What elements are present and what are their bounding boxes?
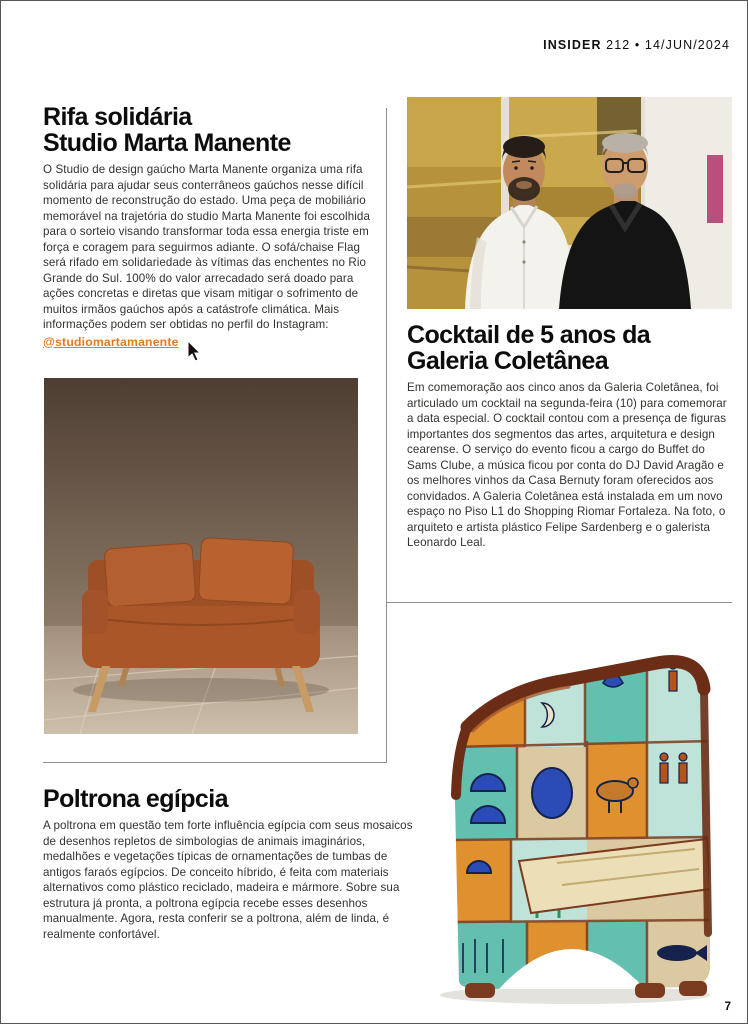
article-rifa-body: O Studio de design gaúcho Marta Manente organiza uma rifa solidária para ajudar seus conterrâneos gaúchos nesse difícil momento de reconstrução do estado. Uma peça de mobiliário memorável na trajetória do studio Marta Manente foi escolhida para o sorteio visando transformar toda essa energia triste em força e coragem para seguirmos adiante. O sofá/chaise Flag será rifado em solidariedade às vítimas das enchentes no Rio Grande do Sul. 100% do valor arrecadado será doado para ações concretas e diretas que visam mitigar o sofrimento de muitos irmãos gaúchos após a catástrofe climática. Mais informações podem ser obtidas no perfil do Instagram: [43, 163, 371, 331]
page-header [543, 38, 730, 52]
article-poltrona-title: Poltrona egípcia [43, 785, 228, 813]
article-rifa-title [43, 104, 383, 156]
sofa-flag-photo [44, 378, 358, 734]
article-cocktail-body: Em comemoração aos cinco anos da Galeria Coletânea, foi articulado um cocktail na segunda-feira (10) para comemorar a data especial. O cocktail contou com a presença de figuras importantes dos segmentos das artes, arquitetura e design cearense. O serviço do evento ficou a cargo do Buffet do Sams Clube, a música ficou por conta do DJ David Aragão e os melhores vinhos da Casa Bernuty foram oferecidos aos convidados. A Galeria Coletânea está instalada em um novo espaço no Piso L1 do Shopping Riomar Fortaleza. Na foto, o arquiteto e artista plástico Felipe Sardenberg e o galerista Leonardo Leal. [407, 381, 727, 549]
article-cocktail [407, 322, 737, 551]
article-rifa-solidaria [43, 104, 383, 367]
egyptian-armchair-photo [407, 623, 732, 1013]
article-rifa-title-line2: Studio Marta Manente [43, 129, 291, 157]
page-number: 7 [724, 1001, 731, 1013]
article-cocktail-title [407, 322, 737, 374]
article-poltrona [43, 786, 421, 942]
pink-artwork-right [707, 155, 723, 223]
instagram-link[interactable]: @studiomartamanente [43, 334, 179, 349]
egyptian-chair-illustration [447, 647, 717, 993]
magazine-name: INSIDER [543, 38, 602, 52]
article-poltrona-body: A poltrona em questão tem forte influência egípcia com seus mosaicos de desenhos repletos de simbologias de animais imaginários, medalhões e vegetações típicas de ornamentações de tumbas de antigos faraós egípcios. De conceito híbrido, é feita com materiais alternativos como plástico reciclado, madeira e mármore. Sobre sua estrutura já pronta, a poltrona egípcia recebe esses desenhos manualmente. Agora, resta conferir se a poltrona, além de linda, é realmente confortável. [43, 819, 413, 941]
column-divider-rule [386, 108, 387, 763]
issue-and-date: 212 • 14/JUN/2024 [606, 38, 730, 52]
gallery-owners-photo [407, 97, 732, 309]
article-cocktail-title-line1: Cocktail de 5 anos da [407, 321, 651, 349]
mouse-cursor-icon [187, 341, 202, 367]
right-block-bottom-rule [386, 602, 732, 603]
left-block-bottom-rule [43, 762, 387, 763]
instagram-link-line [43, 335, 383, 367]
article-rifa-title-line1: Rifa solidária [43, 103, 192, 131]
article-cocktail-title-line2: Galeria Coletânea [407, 347, 609, 375]
